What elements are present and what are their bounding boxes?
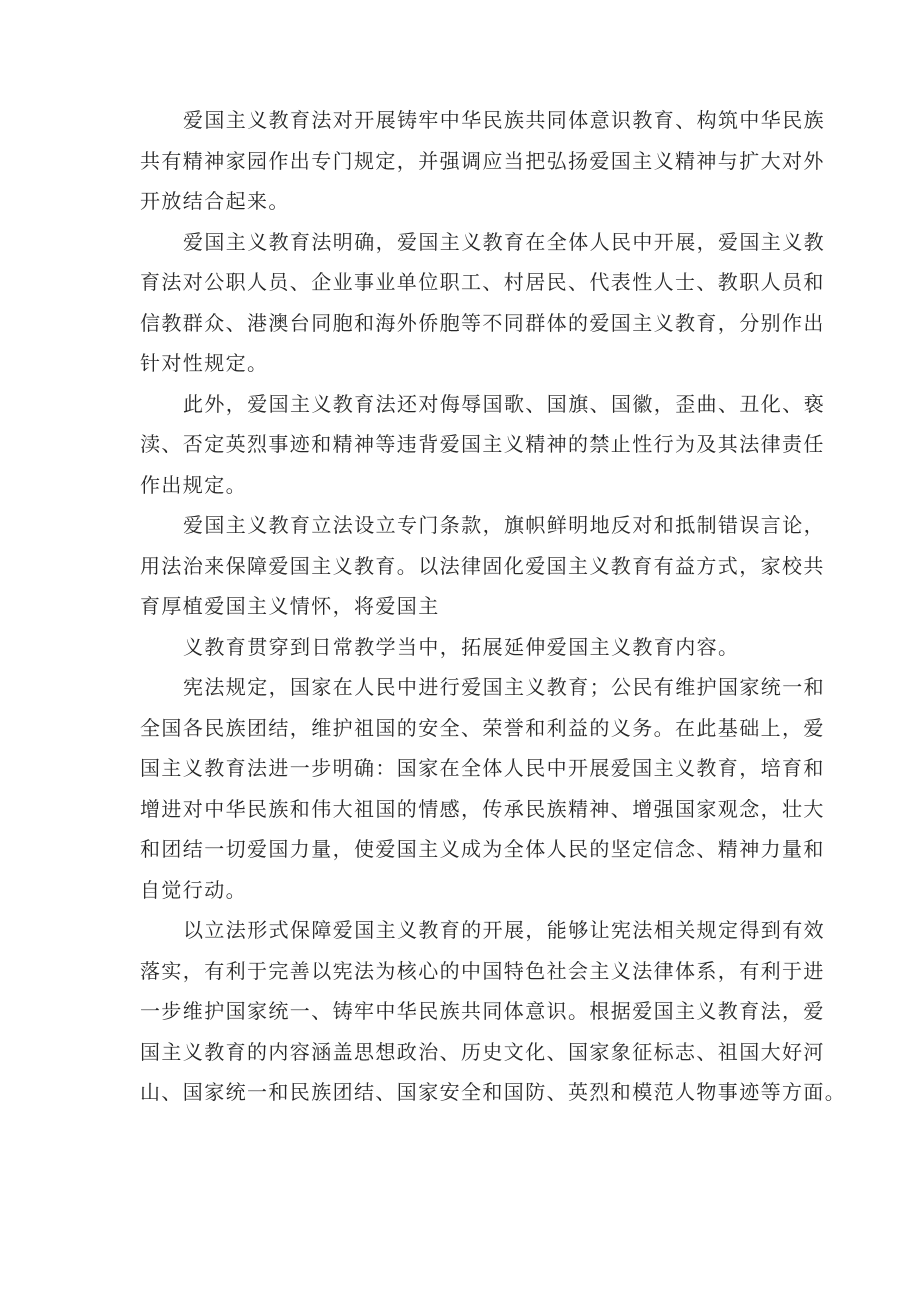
text-line: 爱国主义教育法对开展铸牢中华民族共同体意识教育、构筑中华民族 — [183, 108, 825, 132]
text-line: 义教育贯穿到日常教学当中，拓展延伸爱国主义教育内容。 — [183, 634, 740, 659]
paragraph-2 — [140, 222, 825, 384]
text-line: 落实，有利于完善以宪法为核心的中国特色社会主义法律体系，有利于进 — [140, 958, 825, 983]
text-line: 此外，爱国主义教育法还对侮辱国歌、国旗、国徽，歪曲、丑化、亵 — [183, 391, 825, 416]
paragraph-7 — [140, 910, 847, 1113]
text-line: 爱国主义教育立法设立专门条款，旗帜鲜明地反对和抵制错误言论， — [183, 513, 825, 537]
text-line: 爱国主义教育法明确，爱国主义教育在全体人民中开展，爱国主义教 — [183, 229, 825, 254]
text-line: 和团结一切爱国力量，使爱国主义成为全体人民的坚定信念、精神力量和 — [140, 837, 825, 861]
text-line: 渎、否定英烈事迹和精神等违背爱国主义精神的禁止性行为及其法律责任 — [140, 432, 825, 456]
text-line: 一步维护国家统一、铸牢中华民族共同体意识。根据爱国主义教育法，爱 — [140, 999, 825, 1023]
text-line: 开放结合起来。 — [140, 189, 290, 213]
paragraph-6 — [140, 667, 825, 910]
paragraph-3 — [140, 384, 825, 506]
document-body — [140, 100, 847, 1113]
text-line: 增进对中华民族和伟大祖国的情感，传承民族精神、增强国家观念，壮大 — [140, 796, 825, 821]
text-line: 育厚植爱国主义情怀，将爱国主 — [140, 594, 440, 618]
paragraph-1 — [140, 100, 825, 222]
text-line: 全国各民族团结，维护祖国的安全、荣誉和利益的义务。在此基础上，爱 — [140, 715, 825, 740]
text-line: 宪法规定，国家在人民中进行爱国主义教育；公民有维护国家统一和 — [183, 675, 825, 699]
text-line: 针对性规定。 — [140, 351, 269, 375]
text-line: 山、国家统一和民族团结、国家安全和国防、英烈和模范人物事迹等方面。 — [140, 1080, 847, 1104]
text-line: 国主义教育法进一步明确：国家在全体人民中开展爱国主义教育，培育和 — [140, 756, 825, 780]
paragraph-5 — [140, 627, 792, 668]
text-line: 自觉行动。 — [140, 877, 247, 902]
text-line: 育法对公职人员、企业事业单位职工、村居民、代表性人士、教职人员和 — [140, 270, 825, 294]
text-line: 用法治来保障爱国主义教育。以法律固化爱国主义教育有益方式，家校共 — [140, 553, 825, 578]
paragraph-4 — [140, 505, 825, 627]
text-line: 国主义教育的内容涵盖思想政治、历史文化、国家象征标志、祖国大好河 — [140, 1039, 825, 1064]
text-line: 作出规定。 — [140, 472, 247, 497]
text-line: 信教群众、港澳台同胞和海外侨胞等不同群体的爱国主义教育，分别作出 — [140, 310, 825, 335]
text-line: 以立法形式保障爱国主义教育的开展，能够让宪法相关规定得到有效 — [183, 918, 825, 942]
text-line: 共有精神家园作出专门规定，并强调应当把弘扬爱国主义精神与扩大对外 — [140, 148, 825, 173]
